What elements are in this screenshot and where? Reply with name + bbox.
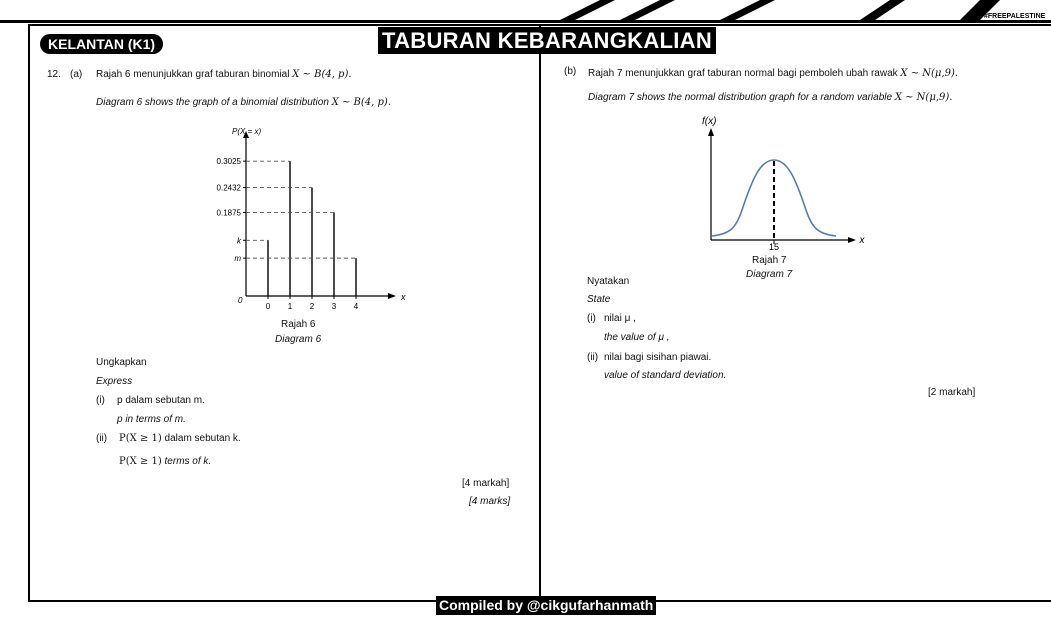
part-a-ii-en [119,456,211,468]
part-a-ii-ms [119,433,241,445]
y-axis-label: P(X = x) [232,127,262,136]
marks-a-en: [4 marks] [469,496,511,507]
value-label-2: 0.2432 [216,183,241,193]
value-label-4: m [234,254,241,264]
normal-curve-chart [700,110,870,255]
part-b-intro-en-text: Diagram 7 shows the normal distribution graph for a random variable [588,92,893,103]
x-tick-label-1: 1 [287,302,293,311]
x-axis-label: x [401,292,406,302]
binomial-chart [200,120,410,320]
diagram-6-caption-ms: Rajah 6 [281,319,316,330]
part-b-label: (b) [564,66,577,77]
x-tick-label-4: 4 [353,302,359,311]
origin-label: 0 [238,296,243,305]
part-b-ii-ms: nilai bagi sisihan piawai. [604,352,712,363]
mean-tick-label: 15 [768,242,780,252]
value-label-0: k [237,236,241,246]
part-a-ii-en-text: terms of k. [164,456,212,467]
footer-credit: Compiled by @cikgufarhanmath [436,596,656,615]
part-a-intro-ms [96,69,352,81]
x-tick-label-0: 0 [265,302,271,311]
column-divider [539,24,541,602]
state-ms: Nyatakan [587,276,630,287]
normal-y-axis-label: f(x) [702,116,717,127]
state-en: State [587,294,611,305]
marks-b-ms: [2 markah] [928,387,976,398]
part-a-ii-ms-text: dalam sebutan k. [164,433,241,444]
part-b-i-ms: nilai μ , [604,313,636,324]
diagram-7-caption-en: Diagram 7 [746,269,793,280]
express-ms: Ungkapkan [96,357,147,368]
hashtag-label: #FREEPALESTINE [984,13,1046,20]
part-b-ii-label: (ii) [587,352,599,363]
part-a-distribution-ms: X ~ B(4, p). [292,69,352,80]
marks-a-ms: [4 markah] [462,478,510,489]
x-tick-label-2: 2 [309,302,315,311]
part-b-distribution-en: X ~ N(μ,9). [894,92,953,103]
diagram-7-caption-ms: Rajah 7 [752,255,787,266]
x-axis-arrow-icon [388,293,396,299]
part-b-ii-en: value of standard deviation. [604,370,727,381]
part-a-i-ms: p dalam sebutan m. [117,395,205,406]
part-a-intro-en [96,97,391,109]
part-b-intro-ms-text: Rajah 7 menunjukkan graf taburan normal bagi pemboleh ubah rawak [588,68,898,79]
header-stripe-graphic [560,0,1000,20]
f-axis-arrow-icon [708,128,714,136]
normal-x-axis-label: x [859,235,865,246]
value-label-3: 0.1875 [216,208,241,218]
state-badge: KELANTAN (K1) [40,34,163,54]
part-a-intro-ms-text: Rajah 6 menunjukkan graf taburan binomial [96,69,290,80]
top-rule [0,20,1051,23]
diagram-6-caption-en: Diagram 6 [275,334,322,345]
part-a-distribution-en: X ~ B(4, p). [331,97,391,108]
part-b-i-en: the value of μ , [604,332,670,343]
x-axis-arrow-icon [848,237,856,243]
question-number: 12. [47,69,61,80]
part-a-i-label: (i) [96,395,105,406]
part-a-label: (a) [70,69,83,80]
express-en: Express [96,376,133,387]
part-b-intro-ms [588,68,958,80]
x-tick-label-3: 3 [331,302,337,311]
part-a-ii-expr: P(X ≥ 1) [119,433,162,444]
part-a-ii-label: (ii) [96,433,108,444]
part-b-i-label: (i) [587,313,596,324]
value-label-1: 0.3025 [216,157,241,167]
part-a-ii-expr-en: P(X ≥ 1) [119,456,162,467]
part-a-intro-en-text: Diagram 6 shows the graph of a binomial distribution [96,97,329,108]
page-title: TABURAN KEBARANGKALIAN [378,27,716,54]
part-b-distribution-ms: X ~ N(μ,9). [900,68,959,79]
part-a-i-en: p in terms of m. [117,414,186,425]
part-b-intro-en [588,92,952,104]
